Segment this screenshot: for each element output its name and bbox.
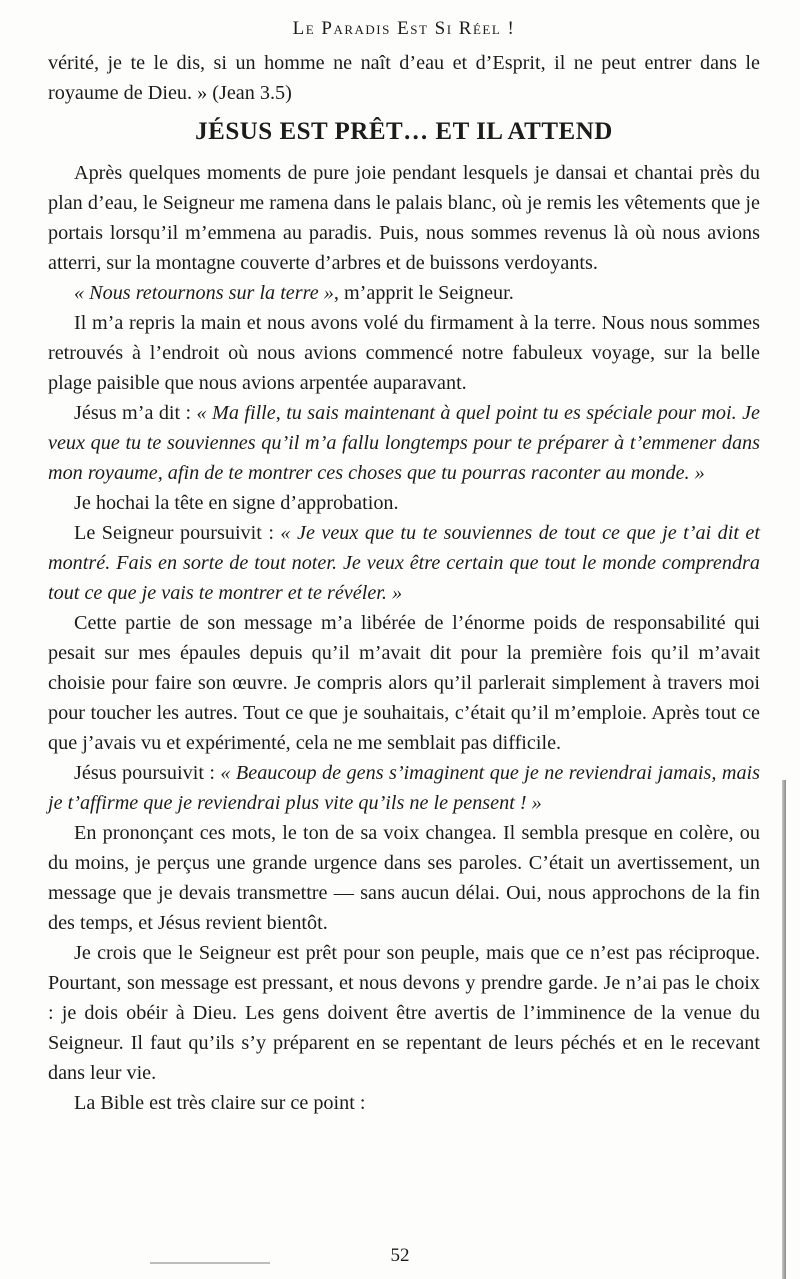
book-page (48, 18, 760, 1118)
paragraph-8-intro: Jésus poursuivit : (74, 762, 221, 784)
quote-4: « Ma fille, tu sais maintenant à quel point tu es spéciale pour moi. Je veux que tu te souviennes qu’il m’a fallu longtemps pour te préparer à t’emmener dans mon royaume, afin de te montrer ces choses que tu pourras raconter au monde. » (48, 402, 760, 484)
running-head: Le Paradis Est Si Réel ! (292, 18, 516, 39)
paragraph-6-intro: Le Seigneur poursuivit : (74, 522, 281, 544)
paragraph-9: En prononçant ces mots, le ton de sa voix changea. Il sembla presque en colère, ou du moins, je perçus une grande urgence dans ses paroles. C’était un avertissement, un message que je devais transmettre — sans aucun délai. Oui, nous approchons de la fin des temps, et Jésus revient bientôt. (48, 822, 760, 934)
paragraph-5: Je hochai la tête en signe d’approbation. (74, 492, 399, 514)
paragraph-2 (48, 278, 760, 308)
paragraph-2-rest: , m’apprit le Seigneur. (333, 282, 514, 304)
paragraph-opening: vérité, je te le dis, si un homme ne naît d’eau et d’Esprit, il ne peut entrer dans le royaume de Dieu. » (Jean 3.5) (48, 52, 760, 104)
paragraph-6 (48, 518, 760, 608)
quote-2: « Nous retournons sur la terre » (74, 282, 334, 304)
paragraph-3: Il m’a repris la main et nous avons volé du firmament à la terre. Nous nous sommes retrouvés à l’endroit où nous avions commencé notre fabuleux voyage, sur la belle plage paisible que nous avions arpentée auparavant. (48, 312, 760, 394)
paragraph-10: Je crois que le Seigneur est prêt pour son peuple, mais que ce n’est pas réciproque. Pourtant, son message est pressant, et nous devons y prendre garde. Je n’ai pas le choix : je dois obéir à Dieu. Les gens doivent être avertis de l’imminence de la venue du Seigneur. Il faut qu’ils s’y préparent en se repentant de leurs péchés et en le recevant dans leur vie. (48, 942, 760, 1084)
page-number: 52 (390, 1245, 410, 1266)
paragraph-7: Cette partie de son message m’a libérée de l’énorme poids de responsabilité qui pesait sur mes épaules depuis qu’il m’avait dit pour la première fois qu’il m’avait choisie pour faire son œuvre. Je compris alors qu’il parlerait simplement à travers moi pour toucher les autres. Tout ce que je souhaitais, c’était qu’il m’emploie. Après tout ce que j’avais vu et expérimenté, cela ne me semblait pas difficile. (48, 612, 760, 754)
paragraph-4-intro: Jésus m’a dit : (74, 402, 197, 424)
paragraph-8 (48, 758, 760, 818)
quote-6: « Je veux que tu te souviennes de tout ce que je t’ai dit et montré. Fais en sorte de tout noter. Je veux être certain que tout le monde comprendra tout ce que je vais te montrer et te révéler. » (48, 522, 760, 604)
paragraph-4 (48, 398, 760, 488)
paragraph-1: Après quelques moments de pure joie pendant lesquels je dansai et chantai près du plan d’eau, le Seigneur me ramena dans le palais blanc, où je remis les vêtements que je portais lorsqu’il m’emmena au paradis. Puis, nous sommes revenus là où nous avions atterri, sur la montagne couverte d’arbres et de buissons verdoyants. (48, 162, 760, 274)
quote-8: « Beaucoup de gens s’imaginent que je ne reviendrai jamais, mais je t’affirme que je reviendrai plus vite qu’ils ne le pensent ! » (48, 762, 760, 814)
section-heading: JÉSUS EST PRÊT… ET IL ATTEND (195, 118, 613, 145)
paragraph-11: La Bible est très claire sur ce point : (74, 1092, 366, 1114)
binding-gutter-shadow (782, 780, 786, 1279)
